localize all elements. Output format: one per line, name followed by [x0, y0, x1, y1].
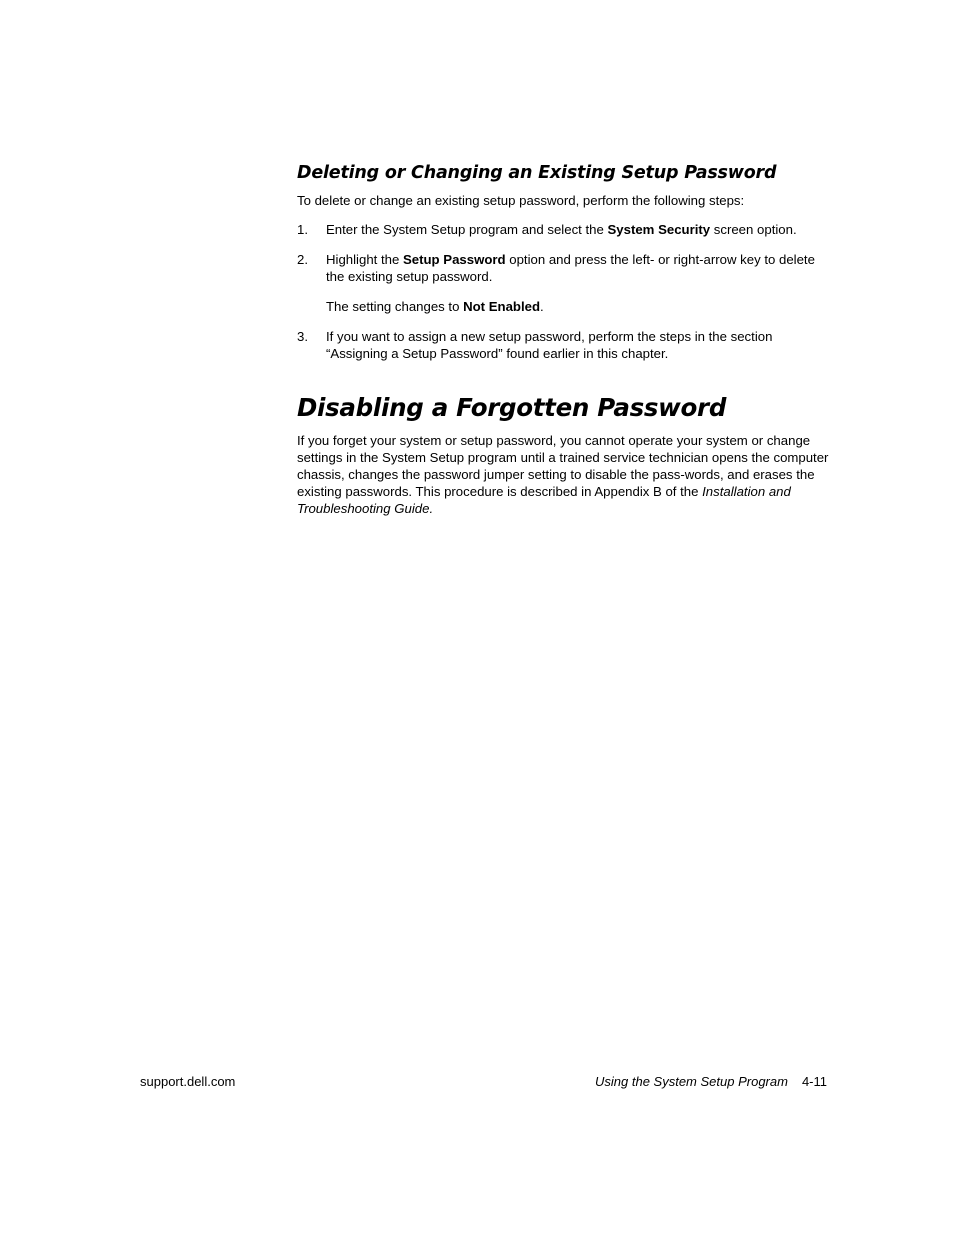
step-text: If you want to assign a new setup password, perform the steps in the section “Assigning a Setup Password” found earlier in this chapter.	[326, 329, 773, 362]
step-text-part: Enter the System Setup program and select the	[326, 222, 608, 237]
step-option-name: System Security	[607, 222, 711, 237]
footer-page-info	[595, 1074, 827, 1089]
disabling-paragraph	[297, 432, 832, 517]
step-number: 1.	[297, 222, 308, 237]
step-text-part: screen option.	[710, 222, 797, 237]
section-heading-disabling: Disabling a Forgotten Password	[297, 393, 727, 423]
list-item-step-1	[297, 221, 832, 238]
step-text	[326, 221, 797, 238]
step-number: 2.	[297, 252, 308, 267]
footer-chapter-title: Using the System Setup Program	[595, 1074, 788, 1089]
list-item-step-3	[297, 328, 832, 362]
step-2-note	[326, 298, 832, 315]
list-item-step-2	[297, 251, 832, 285]
note-text-part: .	[540, 299, 544, 315]
guide-title: Installation and Troubleshooting Guide.	[297, 484, 791, 517]
intro-paragraph: To delete or change an existing setup password, perform the following steps:	[297, 193, 745, 208]
step-option-name: Setup Password	[402, 252, 506, 267]
section-heading-delete-change: Deleting or Changing an Existing Setup Password	[297, 163, 777, 183]
page-content	[297, 161, 832, 517]
paragraph-text-part: If you forget your system or setup password, you cannot operate your system or change settings in the System Setup program until a trained service technician opens the computer chassis, changes the password jumper setting to disable the pass-words, and erases the existing passwords. This procedure is described in Appendix B of the	[297, 433, 829, 500]
footer-page-number: 4-11	[801, 1074, 827, 1089]
step-text-part: option and press the left- or right-arrow key to delete the existing setup password.	[326, 252, 815, 284]
step-text	[326, 251, 832, 285]
step-number: 3.	[297, 329, 308, 345]
note-text-part: The setting changes to	[326, 299, 464, 315]
step-text-part: Highlight the	[326, 252, 403, 267]
note-setting-value: Not Enabled	[463, 299, 541, 315]
footer-website: support.dell.com	[140, 1074, 236, 1089]
